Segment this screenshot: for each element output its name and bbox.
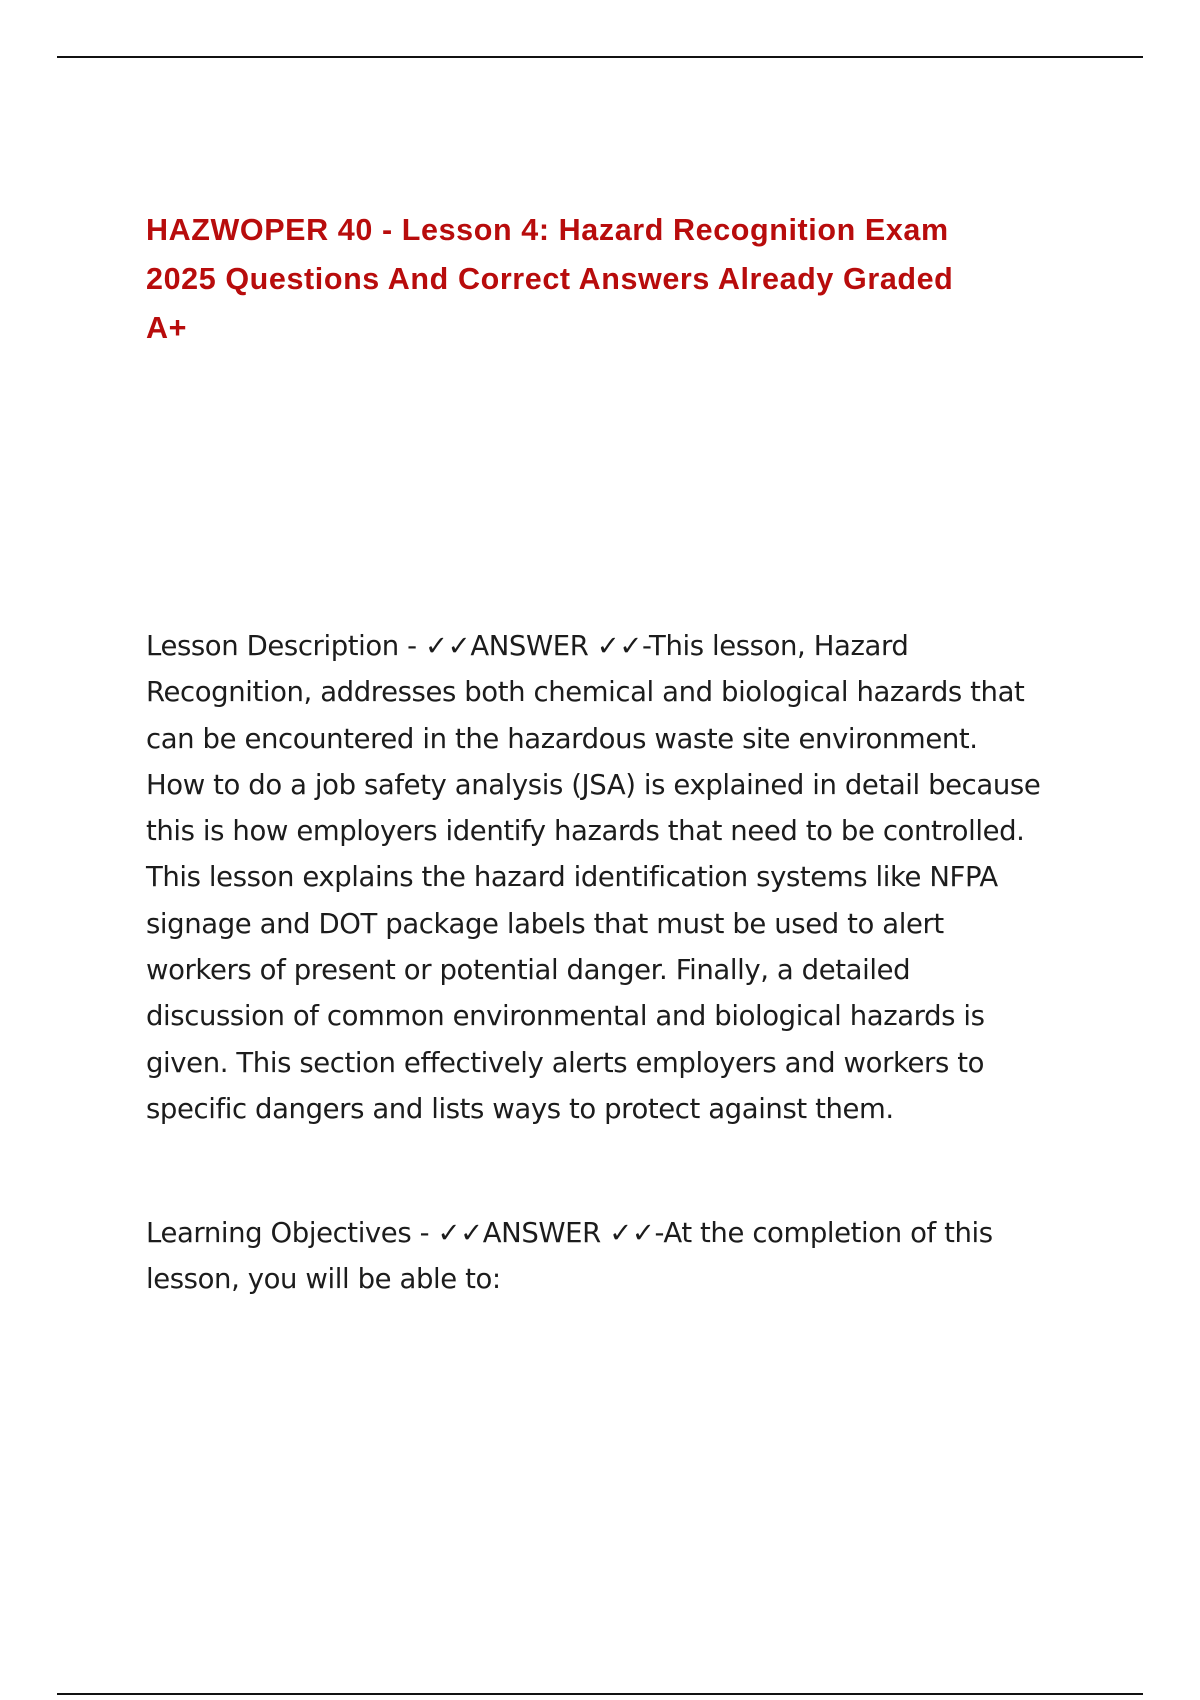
text-line: How to do a job safety analysis (JSA) is explained in detail because [146, 768, 1041, 801]
text-line: Learning Objectives - ✓✓ANSWER ✓✓-At the completion of this [146, 1217, 993, 1249]
text-line: can be encountered in the hazardous waste site environment. [146, 722, 978, 755]
document-title [146, 206, 1106, 353]
text-line: workers of present or potential danger. Finally, a detailed [146, 954, 911, 987]
text-line: Lesson Description - ✓✓ANSWER ✓✓-This lesson, Hazard [146, 630, 909, 662]
footer-rule [57, 1693, 1143, 1695]
qa-entry-lesson-description [146, 623, 1126, 1132]
text-line: This lesson explains the hazard identification systems like NFPA [146, 861, 998, 894]
text-line: specific dangers and lists ways to protect against them. [146, 1092, 894, 1125]
qa-entry-learning-objectives [146, 1210, 1126, 1303]
title-line: 2025 Questions And Correct Answers Already Graded [146, 262, 954, 296]
text-line: Recognition, addresses both chemical and biological hazards that [146, 676, 1025, 709]
title-line: HAZWOPER 40 - Lesson 4: Hazard Recognition Exam [146, 213, 949, 247]
text-line: signage and DOT package labels that must be used to alert [146, 907, 944, 940]
text-line: discussion of common environmental and biological hazards is [146, 1000, 985, 1033]
text-line: given. This section effectively alerts employers and workers to [146, 1046, 985, 1079]
header-rule [57, 56, 1143, 58]
text-line: this is how employers identify hazards that need to be controlled. [146, 815, 1025, 848]
title-line: A+ [146, 311, 188, 345]
text-line: lesson, you will be able to: [146, 1263, 501, 1296]
